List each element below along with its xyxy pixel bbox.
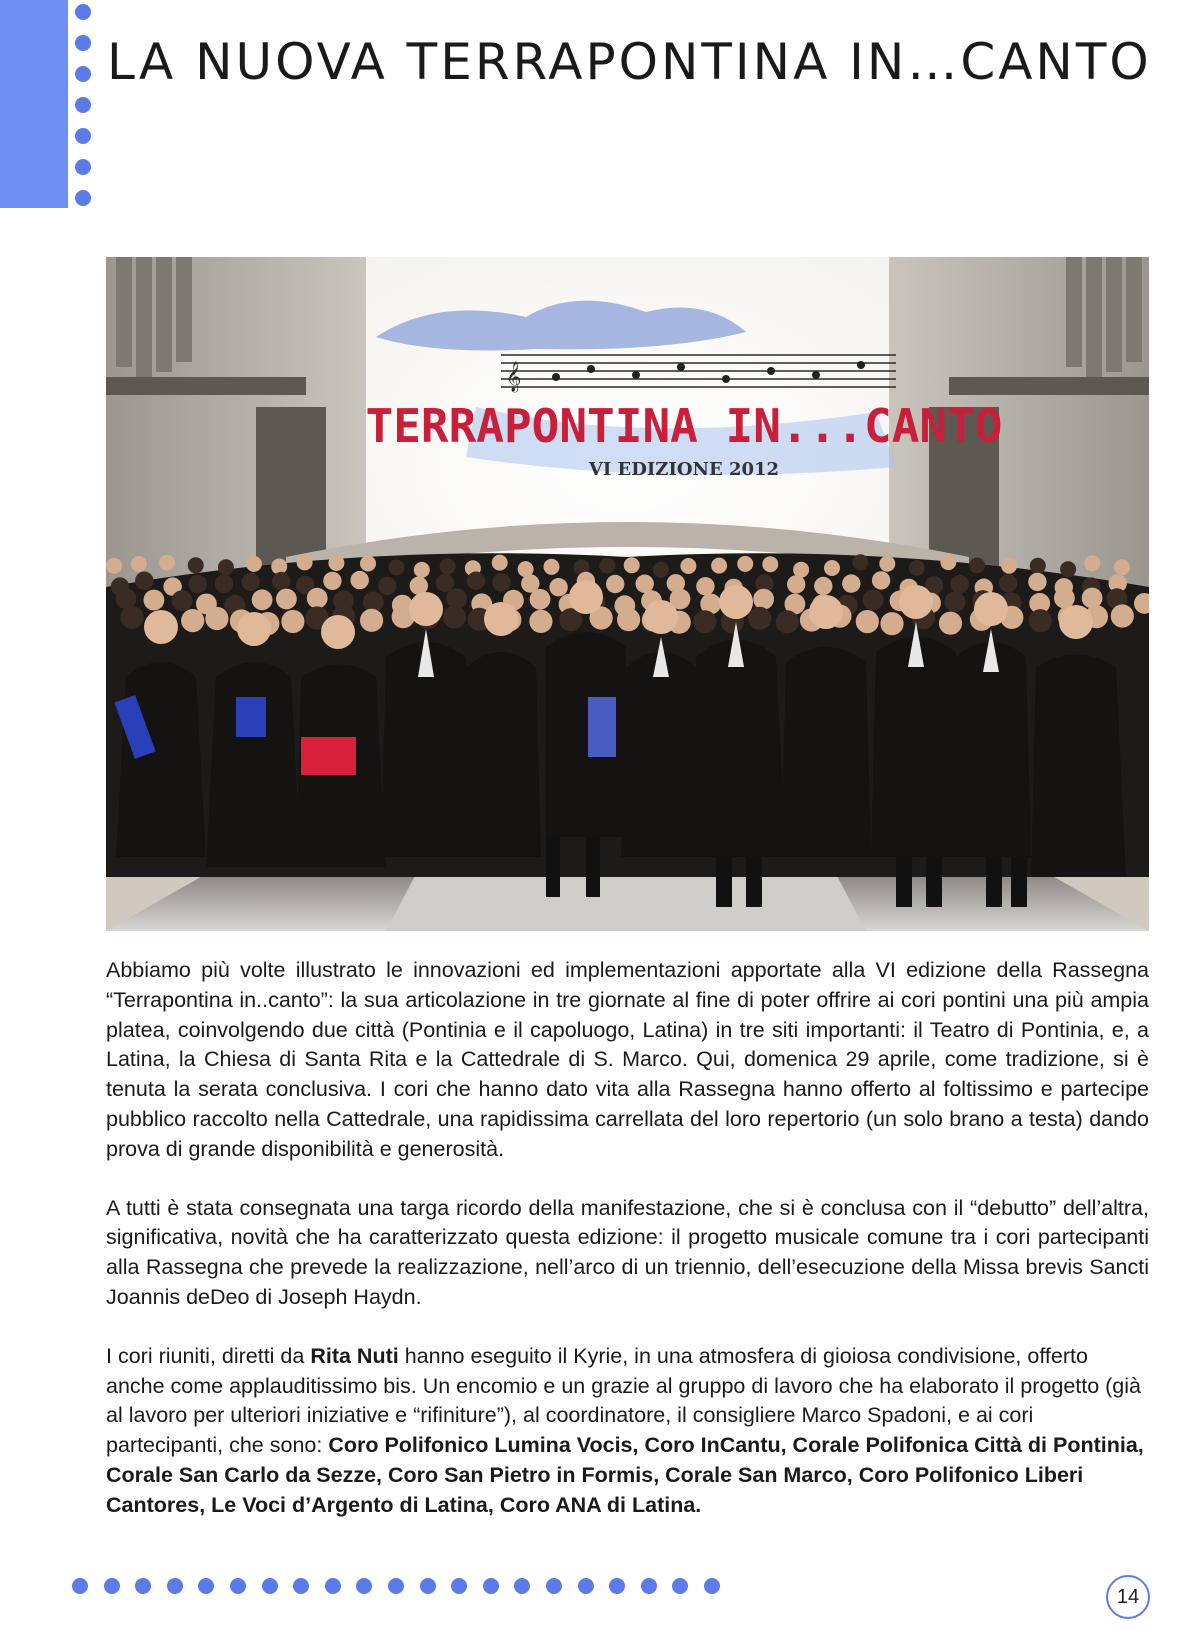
crowd-head [1082, 588, 1103, 609]
crowd-head [492, 573, 510, 591]
crowd-head [1060, 561, 1076, 577]
crowd-head [711, 558, 727, 574]
decorative-dot [75, 190, 91, 206]
crowd-head [653, 562, 669, 578]
crowd-head [297, 554, 313, 570]
crowd-head [1028, 573, 1046, 591]
crowd-head [188, 557, 204, 573]
crowd-head [436, 574, 454, 592]
crowd-head [181, 609, 204, 632]
decorative-dot [388, 1578, 404, 1594]
crowd-head [205, 607, 228, 630]
crowd-head [189, 575, 207, 593]
crowd-head [252, 589, 273, 610]
crowd-head [1001, 558, 1017, 574]
choir-photo-illustration [106, 257, 1149, 931]
decorative-dot [293, 1578, 309, 1594]
decorative-dot [672, 1578, 688, 1594]
crowd-head [360, 556, 376, 572]
crowd-head [939, 612, 962, 635]
crowd-head [131, 556, 147, 572]
crowd-head [135, 572, 153, 590]
conductor-name: Rita Nuti [310, 1343, 399, 1368]
crowd-head [909, 560, 925, 576]
crowd-head [1114, 559, 1130, 575]
crowd-head [636, 575, 654, 593]
footer-dot-row [72, 1578, 752, 1598]
crowd-head [281, 610, 304, 633]
crowd-head [1030, 558, 1046, 574]
crowd-head [872, 571, 890, 589]
crowd-head [323, 572, 341, 590]
article-body [106, 956, 1149, 1550]
decorative-dot [75, 4, 91, 20]
decorative-dot [578, 1578, 594, 1594]
vertical-dot-column [72, 0, 94, 208]
crowd-head [172, 590, 193, 611]
crowd-head [276, 589, 297, 610]
article-paragraph: Abbiamo più volte illustrato le innovazioni ed implementazioni apportate alla VI edizione della Rassegna “Terrapontina in..canto”: la sua articolazione in tre giornate al fine di poter offrire ai cori pontini una più ampia platea, coinvolgendo due città (Pontinia e il capoluogo, Latina) in tre siti importanti: il Teatro di Pontinia, e, a Latina, la Chiesa di Santa Rita e la Cattedrale di S. Marco. Qui, domenica 29 aprile, come tradizione, si è tenuta la serata conclusiva. I cori che hanno dato vita alla Rassegna hanno offerto al foltissimo e partecipe pubblico raccolto nella Cattedrale, una rapidissima carrellata del loro repertorio (un solo brano a testa) dando prova di grande disponibilità e generosità. [106, 958, 1149, 1161]
choir-photo [106, 257, 1149, 931]
crowd-head [696, 577, 714, 595]
choir-list: Coro Polifonico Lumina Vocis, Coro InCantu, Corale Polifonica Città di Pontinia, Corale San Carlo da Sezze, Coro San Pietro in Formis, Corale San Marco, Coro Polifonico Liberi Cantores, Le Voci d’Argento di Latina, Coro ANA di Latina. [106, 1433, 1144, 1517]
crowd-head [624, 557, 640, 573]
crowd-head [599, 558, 615, 574]
corner-accent-bar [0, 0, 68, 208]
decorative-dot [230, 1578, 246, 1594]
crowd-head [378, 577, 396, 595]
crowd-head [414, 562, 430, 578]
crowd-head [549, 578, 567, 596]
page-number: 14 [1106, 1575, 1150, 1619]
svg-text:𝄞: 𝄞 [506, 362, 522, 392]
crowd-head [748, 607, 771, 630]
decorative-dot [75, 35, 91, 51]
decorative-dot [167, 1578, 183, 1594]
crowd-head [814, 577, 832, 595]
decorative-dot [75, 97, 91, 113]
crowd-head [879, 556, 895, 572]
decorative-dot [483, 1578, 499, 1594]
decorative-dot [75, 128, 91, 144]
decorative-dot [75, 159, 91, 175]
paragraph-text: hanno eseguito il Kyrie, in una atmosfera di gioiosa condivisione, offerto anche come applauditissimo bis. Un encomio e un grazie al gruppo di lavoro che ha elaborato il progetto (già al lavoro per ulteriori iniziative e “rifiniture”), al coordinatore, il consigliere Marco Spadoni, e ai cori partecipanti, che sono: [106, 1343, 1142, 1458]
decorative-dot [72, 1578, 88, 1594]
decorative-dot [609, 1578, 625, 1594]
decorative-dot [325, 1578, 341, 1594]
crowd-head [863, 590, 884, 611]
crowd-head [951, 575, 969, 593]
banner-subtitle: VI EDIZIONE 2012 [588, 459, 780, 480]
crowd-head [969, 558, 985, 574]
crowd-head [492, 555, 508, 571]
crowd-head [246, 556, 262, 572]
crowd-head [159, 555, 175, 571]
crowd-head [945, 591, 966, 612]
crowd-head [144, 590, 165, 611]
crowd-head [940, 554, 956, 570]
crowd-head [1029, 609, 1052, 632]
decorative-dot [104, 1578, 120, 1594]
crowd-head [440, 558, 456, 574]
crowd-head [1084, 555, 1100, 571]
crowd-head [215, 575, 233, 593]
crowd-head [753, 589, 774, 610]
crowd-head [693, 610, 716, 633]
decorative-dot [420, 1578, 436, 1594]
crowd-head [307, 588, 328, 609]
crowd-head [218, 559, 234, 575]
crowd-head [856, 610, 879, 633]
page-title: LA NUOVA TERRAPONTINA IN…CANTO [107, 33, 1152, 91]
article-paragraph [106, 1342, 1149, 1521]
crowd-head [1054, 588, 1075, 609]
crowd-head [443, 605, 466, 628]
crowd-head [106, 558, 122, 574]
crowd-head [351, 571, 369, 589]
crowd-head [842, 574, 860, 592]
decorative-dot [704, 1578, 720, 1594]
decorative-dot [198, 1578, 214, 1594]
decorative-dot [262, 1578, 278, 1594]
crowd-head [467, 572, 485, 590]
decorative-dot [356, 1578, 372, 1594]
decorative-dot [135, 1578, 151, 1594]
banner-title: TERRAPONTINA IN...CANTO [365, 399, 1003, 453]
paragraph-text: I cori riuniti, diretti da [106, 1343, 311, 1368]
crowd-head [787, 575, 805, 593]
crowd-head [1111, 604, 1134, 627]
article-paragraph: A tutti è stata consegnata una targa ricordo della manifestazione, che si è conclusa con il “debutto” dell’altra, significativa, novità che ha caratterizzato questa edizione: il progetto musicale comune tra i cori partecipanti alla Rassegna che prevede la realizzazione, nell’arco di un triennio, dell’esecuzione della Missa brevis Sancti Joannis deDeo di Joseph Haydn. [106, 1195, 1149, 1309]
crowd-head [617, 608, 640, 631]
crowd-head [360, 609, 383, 632]
decorative-dot [451, 1578, 467, 1594]
crowd-head [272, 572, 290, 590]
crowd-head [388, 559, 404, 575]
crowd-head [762, 556, 778, 572]
crowd-head [606, 575, 624, 593]
crowd-head [544, 559, 560, 575]
crowd-head [852, 554, 868, 570]
crowd-head [271, 559, 287, 575]
crowd-head [680, 558, 696, 574]
crowd-head [999, 574, 1017, 592]
decorative-dot [641, 1578, 657, 1594]
decorative-dot [546, 1578, 562, 1594]
crowd-head [529, 610, 552, 633]
crowd-head [737, 556, 753, 572]
decorative-dot [514, 1578, 530, 1594]
crowd-head [242, 573, 260, 591]
decorative-dot [75, 66, 91, 82]
crowd-head [824, 560, 840, 576]
crowd-head [530, 589, 551, 610]
crowd-head [328, 555, 344, 571]
crowd-head [120, 606, 143, 629]
crowd-head [776, 610, 799, 633]
crowd-head [880, 612, 903, 635]
